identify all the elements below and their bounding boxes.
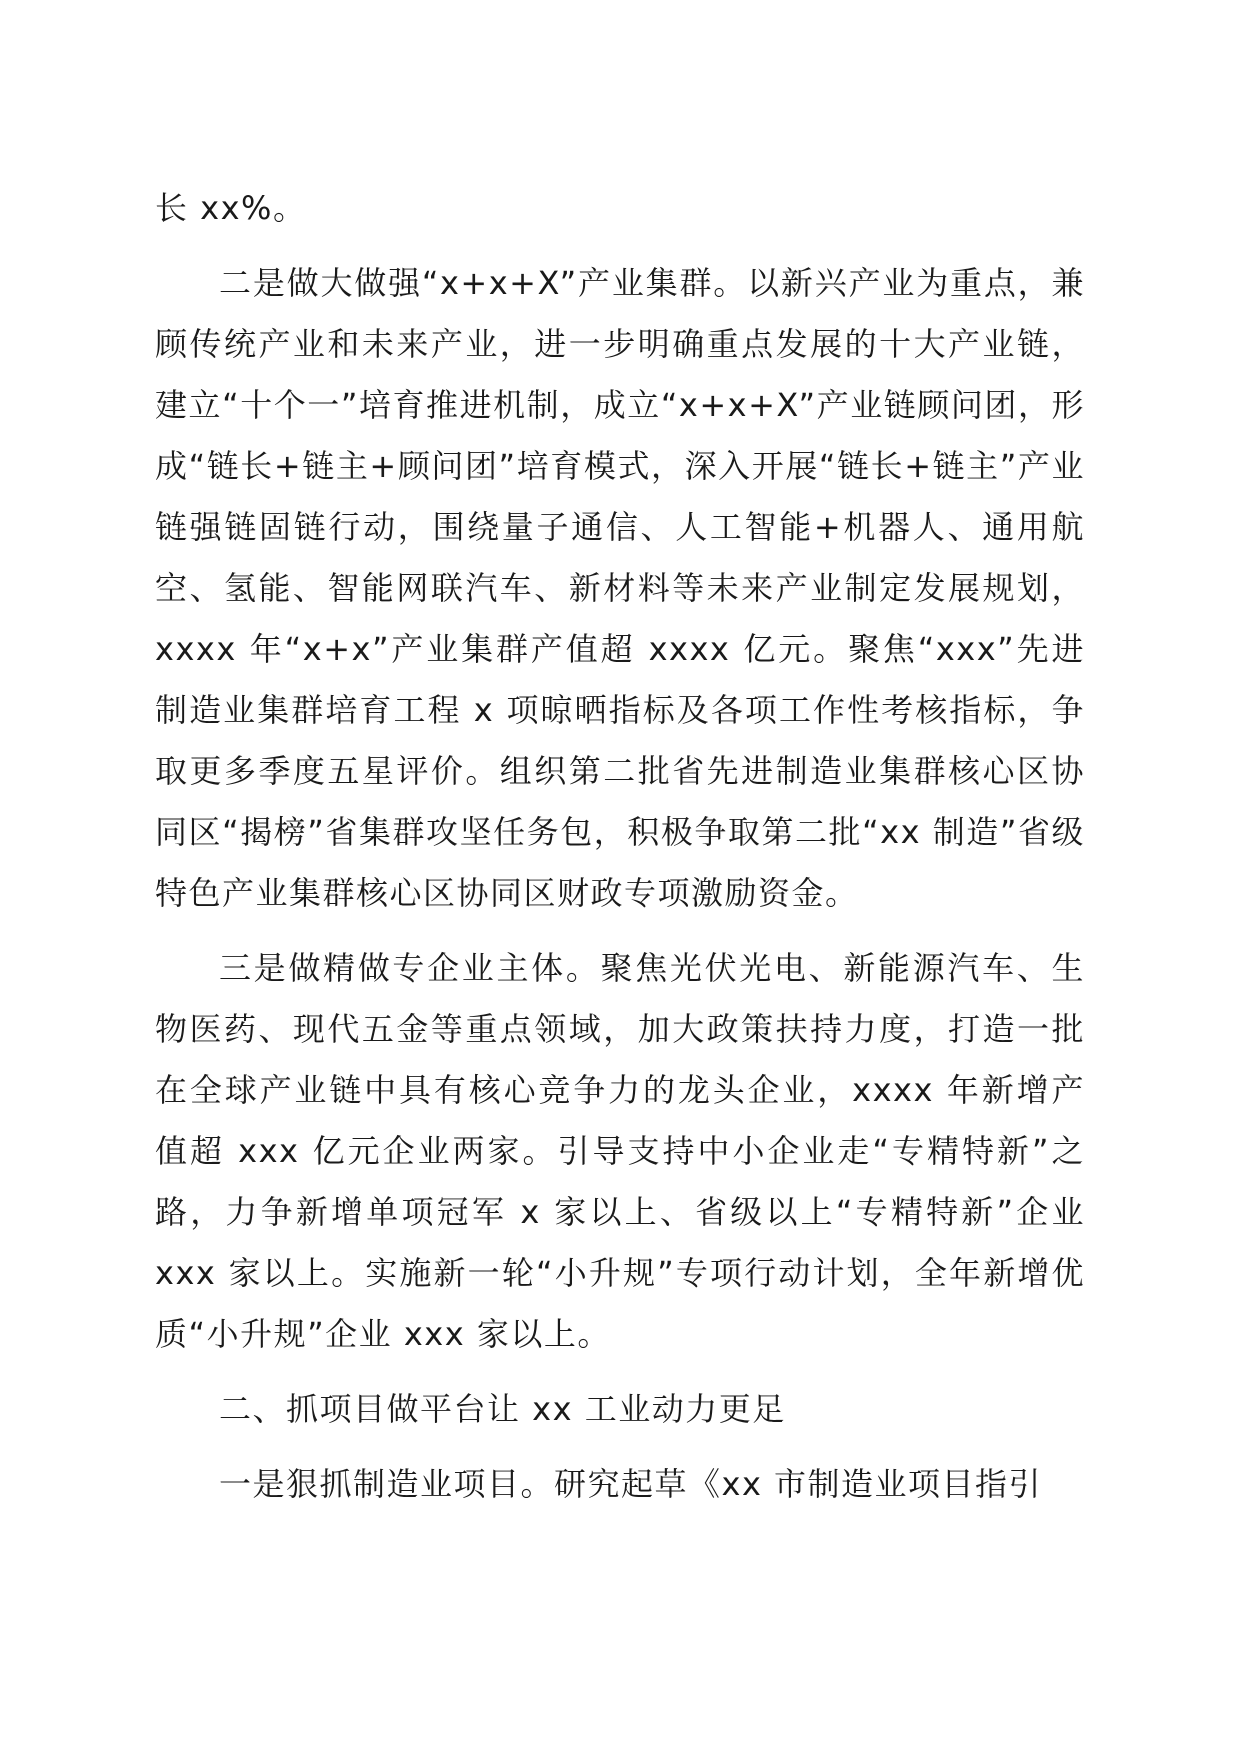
document-body [155, 178, 1085, 1529]
paragraph-manufacturing-projects: 一是狠抓制造业项目。研究起草《xx 市制造业项目指引 [219, 1465, 1043, 1503]
section-heading-projects-platforms: 二、抓项目做平台让 xx 工业动力更足 [219, 1390, 786, 1428]
paragraph-industry-clusters: 二是做大做强“x+x+X”产业集群。以新兴产业为重点，兼顾传统产业和未来产业，进一步明确重点发展的十大产业链，建立“十个一”培育推进机制，成立“x+x+X”产业链顾问团，形成“链长+链主+顾问团”培育模式，深入开展“链长+链主”产业链强链固链行动，围绕量子通信、人工智能+机器人、通用航空、氢能、智能网联汽车、新材料等未来产业制定发展规划，xxxx 年“x+x”产业集群产值超 xxxx 亿元。聚焦“xxx”先进制造业集群培育工程 x 项晾晒指标及各项工作性考核指标，争取更多季度五星评价。组织第二批省先进制造业集群核心区协同区“揭榜”省集群攻坚任务包，积极争取第二批“xx 制造”省级特色产业集群核心区协同区财政专项激励资金。 [155, 264, 1085, 912]
paragraph-enterprise-entities: 三是做精做专企业主体。聚焦光伏光电、新能源汽车、生物医药、现代五金等重点领域，加大政策扶持力度，打造一批在全球产业链中具有核心竞争力的龙头企业，xxxx 年新增产值超 xxx 亿元企业两家。引导支持中小企业走“专精特新”之路，力争新增单项冠军 x 家以上、省级以上“专精特新”企业 xxx 家以上。实施新一轮“小升规”专项行动计划，全年新增优质“小升规”企业 xxx 家以上。 [155, 949, 1085, 1353]
paragraph-continuation: 长 xx%。 [155, 189, 307, 227]
